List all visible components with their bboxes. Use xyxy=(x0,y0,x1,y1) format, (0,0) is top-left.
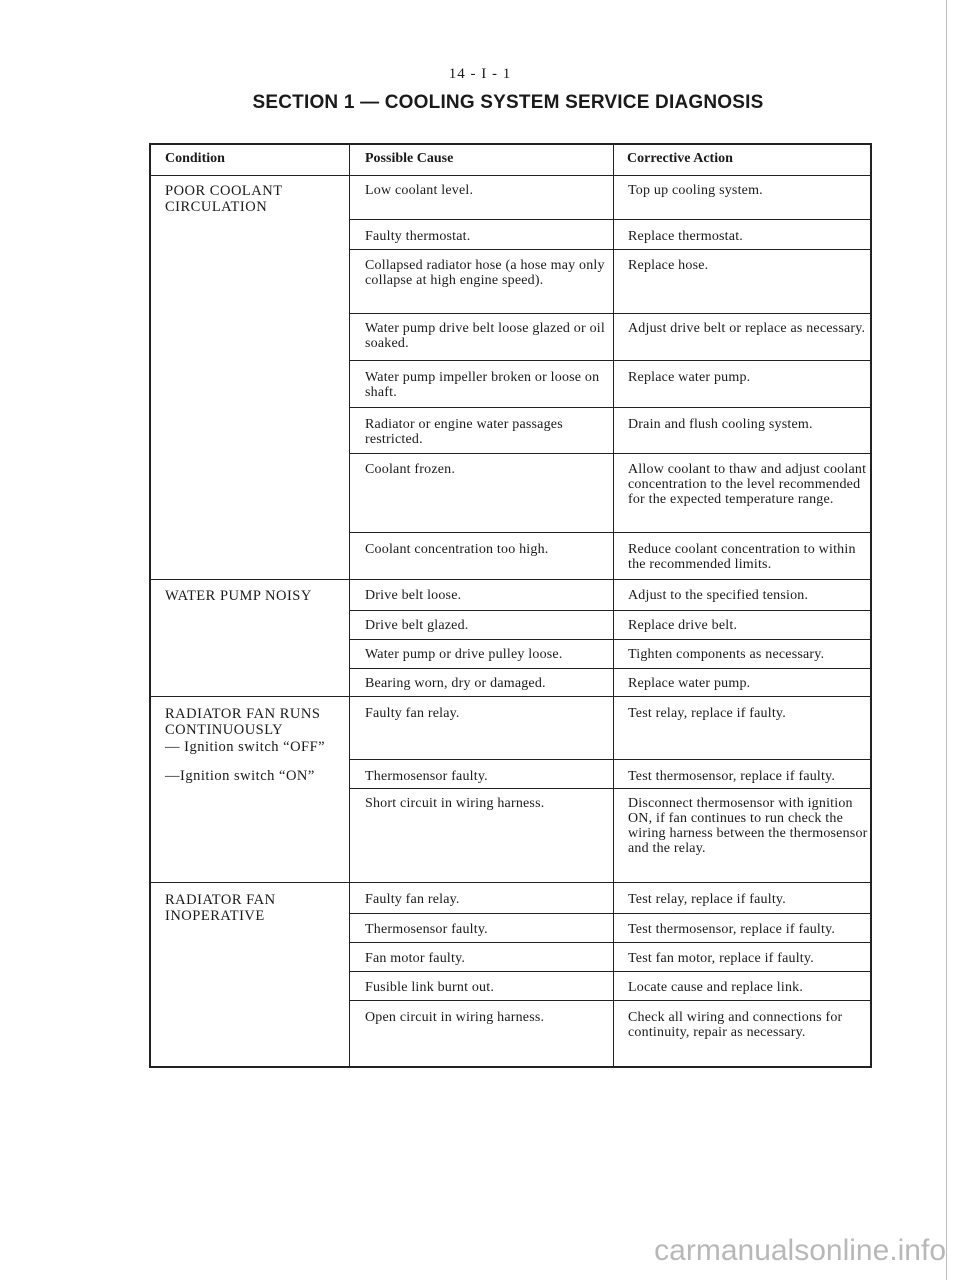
row-divider xyxy=(350,971,870,972)
group-divider xyxy=(151,882,870,883)
row-divider xyxy=(350,219,870,220)
action-cell: Top up cooling system. xyxy=(628,183,763,198)
cause-cell: Low coolant level. xyxy=(365,183,474,198)
row-divider xyxy=(350,407,870,408)
action-cell: Test relay, replace if faulty. xyxy=(628,706,786,721)
condition-detail: —Ignition switch “ON” xyxy=(165,768,315,784)
action-cell: Replace hose. xyxy=(628,258,709,273)
row-divider xyxy=(350,610,870,611)
row-divider xyxy=(350,913,870,914)
column-divider xyxy=(349,145,350,1066)
action-cell: Drain and flush cooling system. xyxy=(628,417,813,432)
action-cell: Allow coolant to thaw and adjust coolant concentration to the level recommended for the expected temperature range. xyxy=(628,462,867,507)
row-divider xyxy=(350,759,870,760)
cause-cell: Faulty fan relay. xyxy=(365,892,460,907)
action-cell: Locate cause and replace link. xyxy=(628,980,804,995)
cause-cell: Short circuit in wiring harness. xyxy=(365,796,545,811)
row-divider xyxy=(350,360,870,361)
row-divider xyxy=(350,532,870,533)
condition-cell: RADIATOR FAN RUNS CONTINUOUSLY xyxy=(165,706,321,738)
cause-cell: Drive belt glazed. xyxy=(365,618,469,633)
action-cell: Check all wiring and connections for continuity, repair as necessary. xyxy=(628,1010,843,1040)
column-header-possible-cause: Possible Cause xyxy=(365,151,454,166)
cause-cell: Fusible link burnt out. xyxy=(365,980,495,995)
condition-cell: RADIATOR FAN INOPERATIVE xyxy=(165,892,276,924)
cause-cell: Coolant frozen. xyxy=(365,462,456,477)
cause-cell: Water pump drive belt loose glazed or oil soaked. xyxy=(365,321,605,351)
cause-cell: Water pump impeller broken or loose on shaft. xyxy=(365,370,600,400)
cause-cell: Bearing worn, dry or damaged. xyxy=(365,676,546,691)
cause-cell: Coolant concentration too high. xyxy=(365,542,549,557)
action-cell: Replace drive belt. xyxy=(628,618,738,633)
cause-cell: Fan motor faulty. xyxy=(365,951,466,966)
condition-cell: POOR COOLANT CIRCULATION xyxy=(165,183,283,215)
cause-cell: Drive belt loose. xyxy=(365,588,462,603)
row-divider xyxy=(350,1000,870,1001)
action-cell: Test thermosensor, replace if faulty. xyxy=(628,922,836,937)
action-cell: Test thermosensor, replace if faulty. xyxy=(628,769,836,784)
scan-edge-line xyxy=(946,0,947,1280)
row-divider xyxy=(350,639,870,640)
action-cell: Adjust to the specified tension. xyxy=(628,588,809,603)
action-cell: Replace water pump. xyxy=(628,370,751,385)
row-divider xyxy=(350,788,870,789)
action-cell: Test relay, replace if faulty. xyxy=(628,892,786,907)
cause-cell: Radiator or engine water passages restricted. xyxy=(365,417,563,447)
header-rule xyxy=(151,175,870,176)
condition-detail: — Ignition switch “OFF” xyxy=(165,739,326,755)
section-title: SECTION 1 — COOLING SYSTEM SERVICE DIAGNOSIS xyxy=(252,92,764,113)
action-cell: Disconnect thermosensor with ignition ON, if fan continues to run check the wiring harness between the thermosensor and the relay. xyxy=(628,796,868,856)
action-cell: Tighten components as necessary. xyxy=(628,647,825,662)
row-divider xyxy=(350,942,870,943)
column-divider xyxy=(613,145,614,1066)
action-cell: Adjust drive belt or replace as necessary. xyxy=(628,321,866,336)
diagnosis-table xyxy=(149,143,872,1068)
row-divider xyxy=(350,453,870,454)
row-divider xyxy=(350,249,870,250)
cause-cell: Water pump or drive pulley loose. xyxy=(365,647,563,662)
cause-cell: Faulty fan relay. xyxy=(365,706,460,721)
group-divider xyxy=(151,696,870,697)
cause-cell: Open circuit in wiring harness. xyxy=(365,1010,545,1025)
cause-cell: Collapsed radiator hose (a hose may only collapse at high engine speed). xyxy=(365,258,605,288)
row-divider xyxy=(350,668,870,669)
page-number: 14 - I - 1 xyxy=(448,66,512,82)
action-cell: Reduce coolant concentration to within the recommended limits. xyxy=(628,542,856,572)
cause-cell: Thermosensor faulty. xyxy=(365,769,488,784)
cause-cell: Faulty thermostat. xyxy=(365,229,471,244)
condition-cell: WATER PUMP NOISY xyxy=(165,588,312,604)
watermark: carmanualsonline.info xyxy=(654,1234,946,1267)
row-divider xyxy=(350,313,870,314)
action-cell: Replace water pump. xyxy=(628,676,751,691)
action-cell: Replace thermostat. xyxy=(628,229,743,244)
column-header-condition: Condition xyxy=(165,151,225,166)
column-header-corrective-action: Corrective Action xyxy=(627,151,733,166)
action-cell: Test fan motor, replace if faulty. xyxy=(628,951,814,966)
group-divider xyxy=(151,579,870,580)
cause-cell: Thermosensor faulty. xyxy=(365,922,488,937)
